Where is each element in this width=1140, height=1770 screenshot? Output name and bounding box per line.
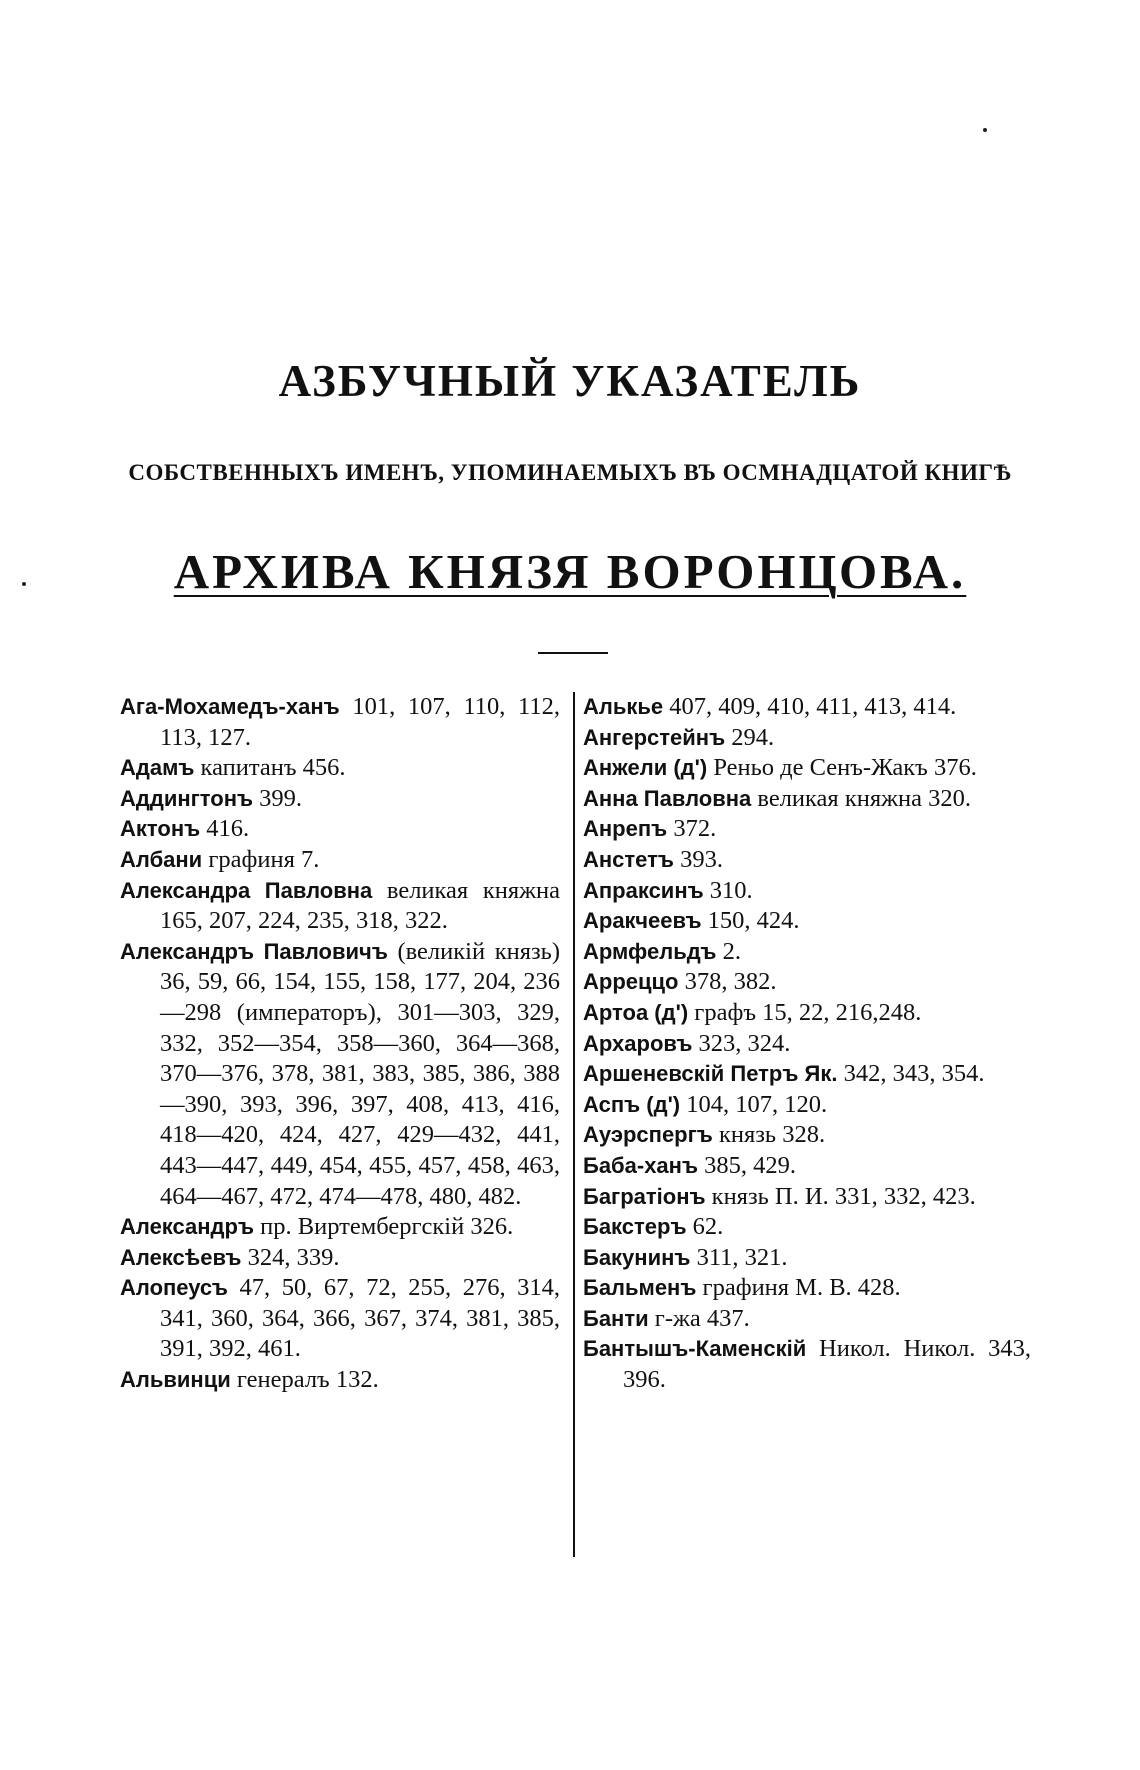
index-entry	[120, 1273, 560, 1365]
entry-name: Алькье	[583, 694, 664, 719]
entry-refs: 104, 107, 120.	[686, 1090, 828, 1118]
entry-name: Аспъ (д')	[583, 1091, 681, 1117]
index-entry	[120, 1212, 560, 1243]
entry-name: Бакстеръ	[583, 1214, 687, 1240]
entry-name: Аршеневскій Петръ Як.	[583, 1061, 838, 1087]
index-entry	[120, 753, 560, 784]
page-subtitle: СОБСТВЕННЫХЪ ИМЕНЪ, УПОМИНАЕМЫХЪ ВЪ ОСМНАДЦАТОЙ КНИГѢ	[128, 460, 1012, 485]
entry-refs: генералъ 132.	[236, 1366, 379, 1394]
entry-name: Банти	[583, 1305, 649, 1331]
entry-refs: 2.	[722, 937, 741, 965]
entry-name: Архаровъ	[583, 1030, 693, 1056]
entry-refs: великая княжна 165, 207, 224, 235, 318, 322.	[160, 876, 561, 935]
entry-name: Албани	[120, 846, 203, 872]
entry-refs: графъ 15, 22, 216,248.	[694, 998, 922, 1026]
entry-refs: г-жа 437.	[654, 1304, 750, 1332]
entry-name: Альвинци	[120, 1367, 231, 1393]
entry-refs: великая княжна 320.	[757, 784, 972, 812]
index-entry	[583, 753, 1031, 784]
archive-title: АРХИВА КНЯЗЯ ВОРОНЦОВА.	[173, 544, 967, 599]
index-entry	[583, 1334, 1031, 1395]
entry-refs: 294.	[731, 723, 775, 751]
entry-refs: Никол. Никол. 343, 396.	[623, 1335, 1032, 1394]
index-entry	[583, 906, 1031, 937]
index-entry	[583, 1151, 1031, 1182]
index-entry	[583, 1182, 1031, 1213]
entry-refs: 393.	[680, 845, 723, 873]
index-entry	[583, 998, 1031, 1029]
index-entry	[120, 1365, 560, 1396]
index-entry	[583, 1273, 1031, 1304]
index-entry	[583, 723, 1031, 754]
index-entry	[583, 814, 1031, 845]
entry-refs: 378, 382.	[684, 968, 777, 996]
page-title: АЗБУЧНЫЙ УКАЗАТЕЛЬ	[278, 356, 862, 406]
index-entry	[583, 1243, 1031, 1274]
entry-refs: графиня М. В. 428.	[702, 1274, 901, 1302]
ink-speck	[983, 128, 987, 132]
entry-name: Александра Павловна	[120, 877, 373, 903]
entry-name: Багратіонъ	[583, 1183, 706, 1209]
entry-name: Бакунинъ	[583, 1244, 691, 1270]
entry-name: Бальменъ	[583, 1275, 697, 1301]
index-entry	[120, 784, 560, 815]
entry-refs: 47, 50, 67, 72, 255, 276, 314, 341, 360, 364, 366, 367, 374, 381, 385, 391, 392, 461.	[160, 1274, 561, 1363]
index-entry	[583, 845, 1031, 876]
entry-refs: князь П. И. 331, 332, 423.	[711, 1182, 976, 1210]
entry-name: Анна Павловна	[583, 785, 752, 811]
index-entry	[583, 876, 1031, 907]
index-entry	[583, 1090, 1031, 1121]
entry-name: Артоа (д')	[583, 999, 689, 1025]
entry-refs: 385, 429.	[704, 1151, 796, 1179]
index-entry	[120, 1243, 560, 1274]
entry-name: Арреццо	[583, 969, 679, 995]
index-column-left	[120, 692, 560, 1396]
entry-name: Анстетъ	[583, 846, 674, 872]
entry-refs: Реньо де Сенъ-Жакъ 376.	[713, 754, 977, 782]
entry-name: Ангерстейнъ	[583, 724, 726, 750]
entry-refs: 342, 343, 354.	[843, 1060, 985, 1088]
entry-name: Актонъ	[120, 816, 201, 842]
index-entry	[120, 876, 560, 937]
index-entry	[120, 845, 560, 876]
entry-name: Армфельдъ	[583, 938, 717, 964]
index-entry	[583, 967, 1031, 998]
index-entry	[583, 937, 1031, 968]
entry-name: Аддингтонъ	[120, 785, 254, 811]
index-entry	[583, 1120, 1031, 1151]
entry-name: Анжели (д')	[583, 755, 708, 781]
entry-refs: пр. Виртембергскій 326.	[260, 1213, 514, 1241]
entry-refs: 62.	[692, 1213, 724, 1241]
column-divider	[573, 692, 575, 1557]
entry-name: Ага-Мохамедъ-ханъ	[120, 694, 340, 719]
entry-refs: 150, 424.	[707, 907, 800, 935]
entry-refs: 372.	[673, 815, 717, 843]
index-entry	[583, 1304, 1031, 1335]
index-entry	[120, 692, 560, 753]
entry-refs: капитанъ 456.	[200, 754, 346, 782]
entry-refs: (великій князь) 36, 59, 66, 154, 155, 158, 177, 204, 236—298 (императоръ), 301—303, 329, 332, 352—354, 358—360, 364—368, 370—376, 378, 381, 383, 385, 386, 388—390, 393, 396, 397, 408, 413, 416, 418—420, 424, 427, 429—432, 441, 443—447, 449, 454, 455, 457, 458, 463, 464—467, 472, 474—478, 480, 482.	[160, 937, 560, 1210]
entry-name: Баба-ханъ	[583, 1152, 698, 1178]
entry-name: Анрепъ	[583, 816, 668, 842]
entry-name: Ауэрспергъ	[583, 1122, 713, 1148]
entry-name: Апраксинъ	[583, 877, 704, 903]
entry-refs: 324, 339.	[247, 1243, 340, 1271]
index-entry	[583, 784, 1031, 815]
entry-name: Аракчеевъ	[583, 908, 702, 934]
index-entry	[583, 1212, 1031, 1243]
index-entry	[583, 1059, 1031, 1090]
index-entry	[583, 692, 1031, 723]
entry-refs: 416.	[206, 815, 250, 843]
entry-name: Бантышъ-Каменскій	[583, 1336, 807, 1362]
entry-name: Алексѣевъ	[120, 1244, 242, 1270]
index-entry	[120, 937, 560, 1212]
entry-name: Александръ Павловичъ	[120, 938, 388, 964]
entry-refs: графиня 7.	[208, 845, 320, 873]
entry-refs: 310.	[709, 876, 753, 904]
entry-refs: 101, 107, 110, 112, 113, 127.	[160, 693, 561, 751]
entry-name: Алопеусъ	[120, 1275, 228, 1301]
entry-name: Александръ	[120, 1214, 254, 1240]
index-entry	[583, 1029, 1031, 1060]
index-column-right	[583, 692, 1031, 1396]
entry-refs: 399.	[259, 784, 303, 812]
entry-name: Адамъ	[120, 755, 195, 781]
entry-refs: князь 328.	[718, 1121, 826, 1149]
index-entry	[120, 814, 560, 845]
entry-refs: 311, 321.	[696, 1243, 788, 1271]
divider-rule	[538, 652, 608, 654]
entry-refs: 323, 324.	[698, 1029, 791, 1057]
entry-refs: 407, 409, 410, 411, 413, 414.	[669, 693, 957, 720]
